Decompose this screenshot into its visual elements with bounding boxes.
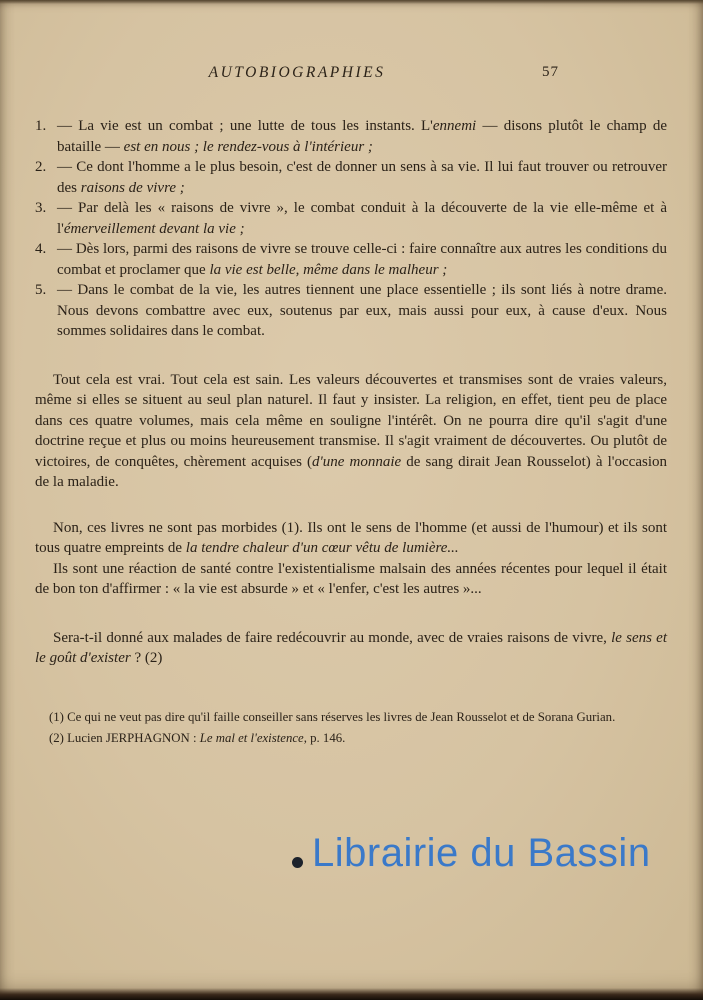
- list-item: [35, 157, 667, 198]
- list-item: [35, 198, 667, 239]
- list-item-text: — La vie est un combat ; une lutte de tous les instants. L'ennemi — disons plutôt le champ de bataille — est en nous ; le rendez-vous à l'intérieur ;: [57, 118, 667, 155]
- list-item-text: — Dès lors, parmi des raisons de vivre se trouve celle-ci : faire connaître aux autres les conditions du combat et proclamer que la vie est belle, même dans le malheur ;: [57, 241, 667, 278]
- running-title: AUTOBIOGRAPHIES: [208, 64, 386, 81]
- scan-edge-bottom: [0, 988, 703, 1000]
- paragraph: Sera-t-il donné aux malades de faire redécouvrir au monde, avec de vraies raisons de vivre, le sens et le goût d'exister ? (2): [35, 629, 668, 666]
- list-item-text: — Dans le combat de la vie, les autres tiennent une place essentielle ; ils sont liés à notre drame. Nous devons combattre avec eux, soutenus par eux, mais aussi pour eux, à cause d'eux. Nous sommes solidaires dans le combat.: [57, 282, 667, 339]
- paragraph: Non, ces livres ne sont pas morbides (1). Ils ont le sens de l'homme (et aussi de l'humour) et ils sont tous quatre empreints de la tendre chaleur d'un cœur vêtu de lumière...: [35, 519, 667, 556]
- watermark-dot-icon: [292, 857, 303, 868]
- page-content: [35, 64, 667, 752]
- list-item-number: 5.: [35, 282, 47, 298]
- list-item-number: 1.: [35, 118, 47, 134]
- numbered-list: [35, 116, 667, 342]
- list-item-text: — Par delà les « raisons de vivre », le combat conduit à la découverte de la vie elle-même et à l'émerveillement devant la vie ;: [57, 200, 667, 237]
- footnotes: [35, 709, 667, 748]
- footnote: (2) Lucien JERPHAGNON : Le mal et l'existence, p. 146.: [49, 731, 346, 745]
- list-item-text: — Ce dont l'homme a le plus besoin, c'est de donner un sens à sa vie. Il lui faut trouver ou retrouver des raisons de vivre ;: [57, 159, 667, 196]
- list-item: [35, 280, 667, 342]
- list-item: [35, 239, 667, 280]
- list-item-number: 4.: [35, 241, 47, 257]
- page-number: 57: [542, 64, 559, 80]
- footnote: (1) Ce qui ne veut pas dire qu'il faille conseiller sans réserves les livres de Jean Rousselot et de Sorana Gurian.: [49, 709, 616, 724]
- page-header: [35, 64, 667, 86]
- scan-edge-top: [0, 0, 703, 4]
- bookseller-watermark: [292, 831, 651, 875]
- list-item-number: 3.: [35, 200, 47, 216]
- paragraph: Tout cela est vrai. Tout cela est sain. Les valeurs découvertes et transmises sont de vraies valeurs, même si elles se situent au seul plan naturel. Il faut y insister. La religion, en effet, tient peu de place dans ces quatre volumes, mais cela même en souligne l'intérêt. On ne pourra dire qu'il s'agit d'une doctrine reçue et plus ou moins heureusement transmise. Il s'agit vraiment de découvertes. Ou plutôt de victoires, de conquêtes, chèrement acquises (d'une monnaie de sang dirait Jean Rousselot) à l'occasion de la maladie.: [35, 371, 667, 490]
- list-item-number: 2.: [35, 159, 47, 175]
- list-item: [35, 116, 667, 157]
- watermark-text: Librairie du Bassin: [312, 831, 651, 875]
- paragraph: Ils sont une réaction de santé contre l'existentialisme malsain des années récentes pour lequel il était de bon ton d'affirmer : « la vie est absurde » et « l'enfer, c'est les autres »...: [35, 560, 667, 597]
